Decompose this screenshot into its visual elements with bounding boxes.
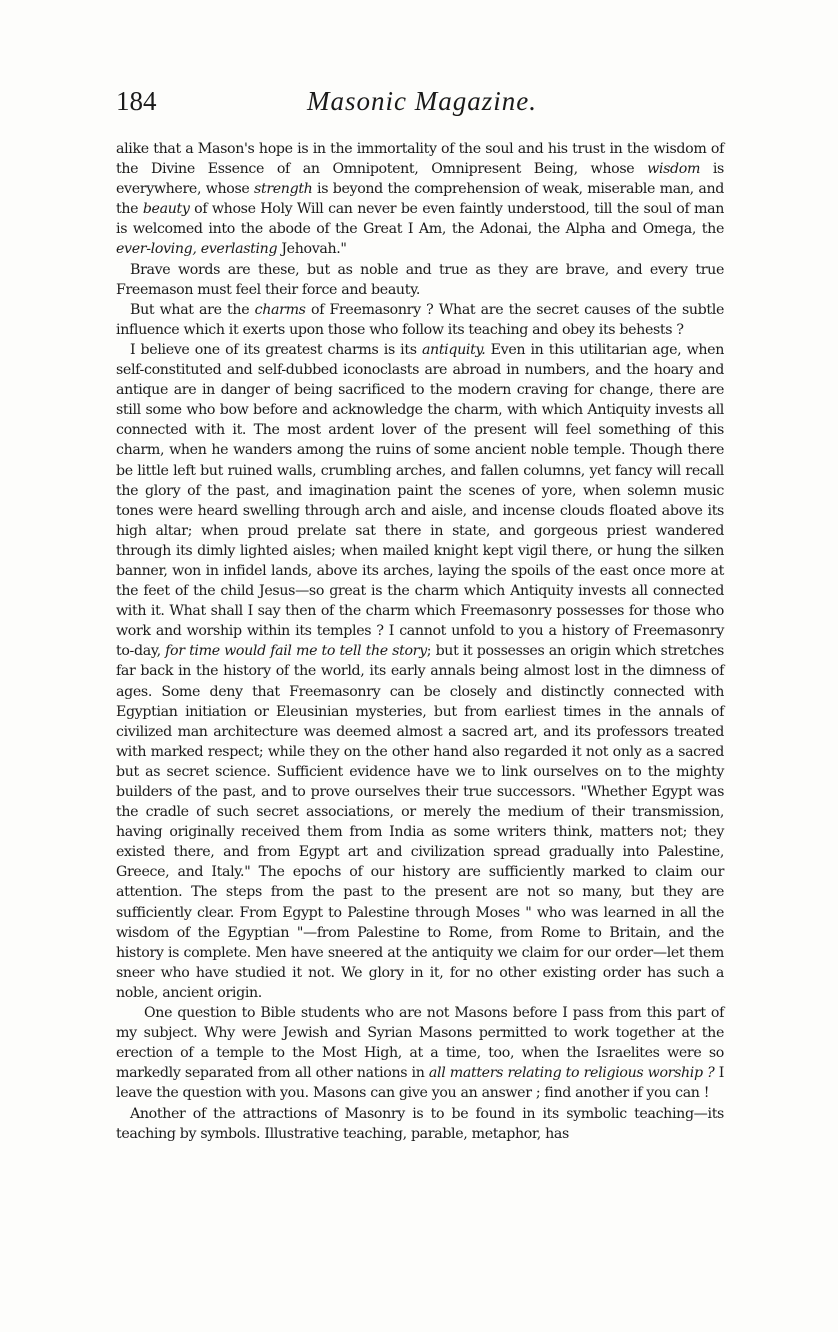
italic-text-run: ever-loving, everlasting	[116, 241, 278, 258]
text-run: I believe one of its greatest charms is its	[130, 341, 422, 358]
text-run: of Freemasonry ? What are the secret causes of the subtle influence which it exerts upon those who follow its teaching and obey its behests ?	[116, 301, 724, 338]
text-run: Brave words are these, but as noble and true as they are brave, and every true Freemason must feel their force and beauty.	[116, 261, 724, 298]
text-run: of whose Holy Will can never be even faintly understood, till the soul of man is welcomed into the abode of the Great I Am, the Adonai, the Alpha and Omega, the	[116, 201, 724, 238]
paragraph	[116, 1104, 724, 1144]
text-run: One question to Bible students who are not Masons before I pass from this part of my subject. Why were Jewish and Syrian Masons permitted to work together at the erection of a temple to the Most High, at a time, too, when the Israelites were so markedly separated from all other nations in	[116, 1005, 724, 1082]
italic-text-run: antiquity.	[421, 341, 486, 358]
text-run: I leave the question with you. Masons can give you an answer ; find another if you can !	[116, 1065, 724, 1102]
text-run: alike that a Mason's hope is in the immortality of the soul and his trust in the wisdom of the Divine Essence of an Omnipotent, Omnipresent Being, whose	[116, 141, 724, 178]
paragraph	[116, 300, 724, 340]
text-run: Even in this utilitarian age, when self-constituted and self-dubbed iconoclasts are abroad in numbers, and the hoary and antique are in danger of being sacrificed to the modern craving for change, there are still some who bow before and acknowledge the charm, with which Antiquity invests all connected with it. The most ardent lover of the present will feel something of this charm, when he wanders among the ruins of some ancient noble temple. Though there be little left but ruined walls, crumbling arches, and fallen columns, yet fancy will recall the glory of the past, and imagination paint the scenes of yore, when solemn music tones were heard swelling through arch and aisle, and incense clouds floated above its high altar; when proud prelate sat there in state, and gorgeous priest wandered through its dimly lighted aisles; when mailed knight kept vigil there, or hung the silken banner, won in infidel lands, above its arches, laying the spoils of the east once more at the feet of the child Jesus—so great is the charm which Antiquity invests all connected with it. What shall I say then of the charm which Freemasonry possesses for those who work and worship within its temples ? I cannot unfold to you a history of Freemasonry to-day,	[116, 341, 725, 660]
italic-text-run: charms	[254, 301, 306, 318]
page-header	[116, 86, 728, 126]
text-run: Jehovah."	[277, 241, 347, 258]
italic-text-run: beauty	[142, 201, 190, 218]
running-title: Masonic Magazine.	[307, 86, 537, 116]
text-run: But what are the	[130, 301, 255, 318]
italic-text-run: all matters relating to religious worship ?	[428, 1065, 715, 1082]
text-run: Another of the attractions of Masonry is to be found in its symbolic teaching—its teaching by symbols. Illustrative teaching, parable, metaphor, has	[116, 1105, 724, 1142]
paragraph	[116, 260, 724, 300]
text-run: is beyond the comprehension of weak, miserable man, and the	[116, 181, 724, 218]
paragraph	[116, 139, 724, 260]
page-number: 184	[116, 86, 157, 116]
article-body	[116, 139, 724, 1144]
paragraph	[116, 340, 724, 1003]
text-run: is everywhere, whose	[116, 161, 724, 198]
text-run: ; but it possesses an origin which stretches far back in the history of the world, its early annals being almost lost in the dimness of ages. Some deny that Freemasonry can be closely and distinctly connected with Egyptian initiation or Eleusinian mysteries, but from earliest times in the annals of civilized man architecture was deemed almost a sacred art, and its professors treated with marked respect; while they on the other hand also regarded it not only as a sacred but as secret science. Sufficient evidence have we to link ourselves on to the mighty builders of the past, and to prove ourselves their true successors. "Whether Egypt was the cradle of such secret associations, or merely the medium of their transmission, having originally received them from India as some writers think, matters not; they existed there, and from Egypt art and civilization spread gradually into Palestine, Greece, and Italy." The epochs of our history are sufficiently marked to claim our attention. The steps from the past to the present are not so many, but they are sufficiently clear. From Egypt to Palestine through Moses " who was learned in all the wisdom of the Egyptian "—from Palestine to Rome, from Rome to Britain, and the history is complete. Men have sneered at the antiquity we claim for our order—let them sneer who have studied it not. We glory in it, for no other existing order has such a noble, ancient origin.	[116, 643, 724, 1001]
italic-text-run: for time would fail me to tell the story	[165, 643, 427, 660]
italic-text-run: strength	[254, 181, 313, 198]
paragraph	[116, 1003, 724, 1103]
italic-text-run: wisdom	[647, 161, 701, 178]
